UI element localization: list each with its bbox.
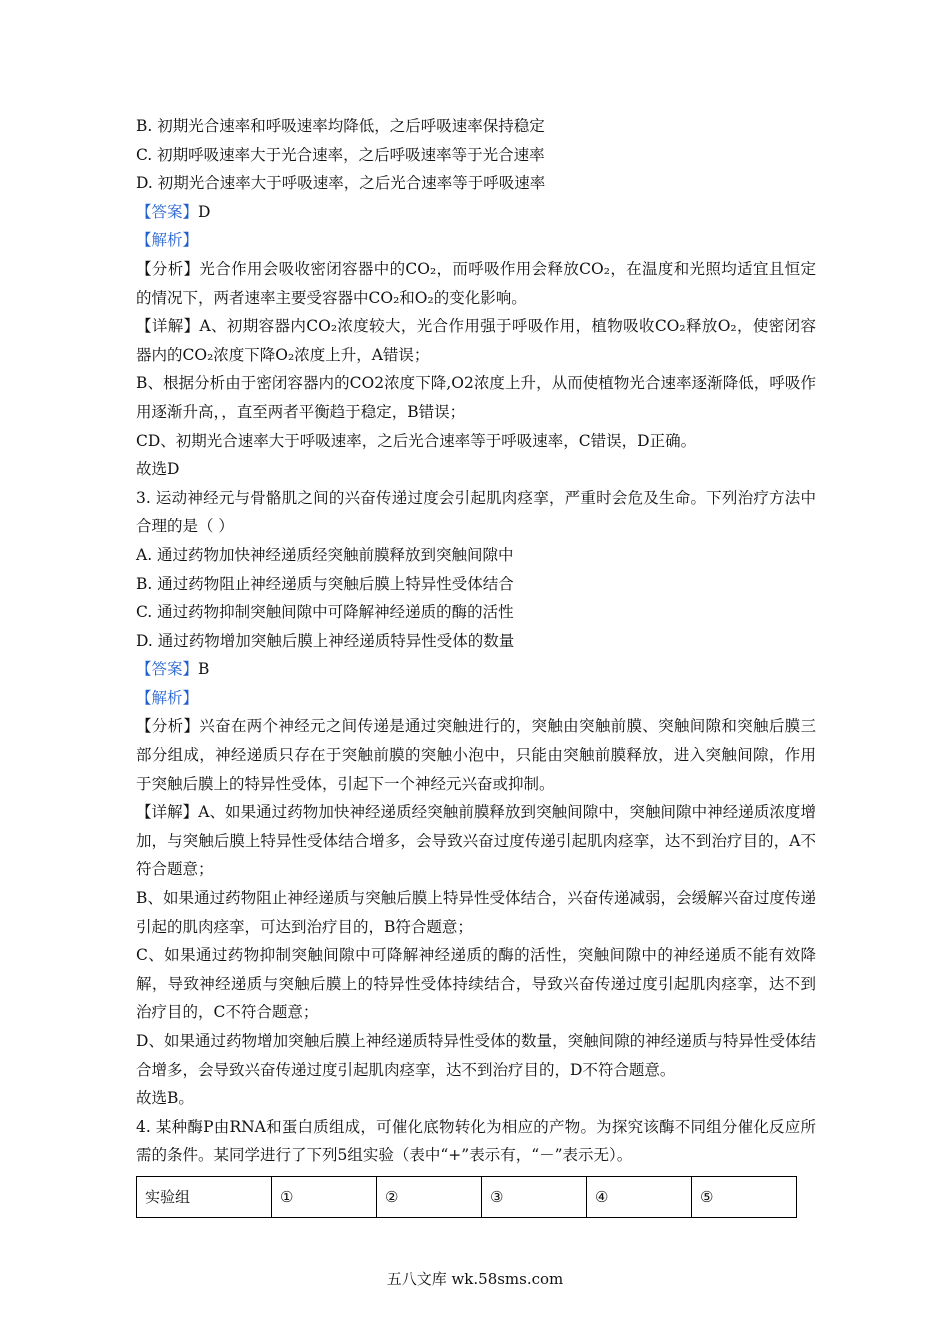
q3-stem: 3. 运动神经元与骨骼肌之间的兴奋传递过度会引起肌肉痉挛，严重时会危及生命。下列治疗方法中合理的是（ ）: [136, 488, 816, 536]
q2-option-b: B. 初期光合速率和呼吸速率均降低，之后呼吸速率保持稳定: [136, 117, 545, 135]
xiangjie-text: A、如果通过药物加快神经递质经突触前膜释放到突触间隙中，突触间隙中神经递质浓度增加，与突触后膜上特异性受体结合增多，会导致兴奋过度传递引起肌肉痉挛，达不到治疗目的，A不符合题意；: [136, 803, 816, 879]
xiangjie-tag: 【详解】: [136, 803, 199, 822]
fenxi-tag: 【分析】: [136, 717, 200, 736]
q2-option-d: D. 初期光合速率大于呼吸速率，之后光合速率等于呼吸速率: [136, 174, 546, 193]
q3-xiangjie-b: B、如果通过药物阻止神经递质与突触后膜上特异性受体结合，兴奋传递减弱，会缓解兴奋过度传递引起的肌肉痉挛，可达到治疗目的，B符合题意；: [136, 889, 816, 936]
q2-xiangjie-cd: CD、初期光合速率大于呼吸速率，之后光合速率等于呼吸速率，C错误，D正确。: [136, 431, 697, 450]
fenxi-text: 兴奋在两个神经元之间传递是通过突触进行的，突触由突触前膜、突触间隙和突触后膜三部分组成，神经递质只存在于突触前膜的突触小泡中，只能由突触前膜释放，进入突触间隙，作用于突触后膜上的特异性受体，引起下一个神经元兴奋或抑制。: [136, 717, 816, 793]
table-cell: 实验组: [137, 1176, 272, 1217]
xiangjie-text: A、初期容器内CO₂浓度较大，光合作用强于呼吸作用，植物吸收CO₂释放O₂，使密闭容器内的CO₂浓度下降O₂浓度上升，A错误；: [136, 317, 816, 364]
q2-xiangjie-a: [136, 312, 816, 369]
experiment-table: [136, 1176, 797, 1218]
q3-option-c: C. 通过药物抑制突触间隙中可降解神经递质的酶的活性: [136, 603, 514, 622]
answer-tag: 【答案】: [136, 202, 199, 221]
q4-stem: 4. 某种酶P由RNA和蛋白质组成，可催化底物转化为相应的产物。为探究该酶不同组分催化反应所需的条件。某同学进行了下列5组实验（表中“+”表示有，“－”表示无）。: [136, 1117, 816, 1165]
fenxi-text: 光合作用会吸收密闭容器中的CO₂，而呼吸作用会释放CO₂，在温度和光照均适宜且恒定的情况下，两者速率主要受容器中CO₂和O₂的变化影响。: [136, 259, 816, 307]
xiangjie-tag: 【详解】: [136, 317, 200, 336]
q3-option-a: A. 通过药物加快神经递质经突触前膜释放到突触间隙中: [136, 545, 514, 564]
q2-xiangjie-b: B、根据分析由于密闭容器内的CO2浓度下降,O2浓度上升，从而使植物光合速率逐渐降低，呼吸作用逐渐升高，，直至两者平衡趋于稳定，B错误；: [136, 374, 816, 421]
q2-fenxi: [136, 255, 816, 312]
answer-value: D: [198, 202, 211, 221]
q2-conclusion: 故选D: [136, 460, 180, 479]
table-cell: ③: [482, 1176, 587, 1217]
q3-analysis-tag: [136, 684, 816, 713]
q2-analysis-tag: [136, 226, 816, 255]
analysis-tag: 【解析】: [136, 231, 199, 250]
q3-fenxi: [136, 712, 816, 798]
page-footer: 五八文库 wk.58sms.com: [386, 1270, 564, 1288]
analysis-tag: 【解析】: [136, 688, 199, 707]
q3-xiangjie-c: C、如果通过药物抑制突触间隙中可降解神经递质的酶的活性，突触间隙中的神经递质不能有效降解，导致神经递质与突触后膜上的特异性受体持续结合，导致兴奋传递过度引起肌肉痉挛，达不到治疗目的，C不符合题意；: [136, 946, 816, 1022]
q3-conclusion: 故选B。: [136, 1089, 194, 1108]
answer-tag: 【答案】: [136, 660, 199, 679]
table-cell: ④: [587, 1176, 692, 1217]
document-content: [136, 112, 816, 1218]
q3-xiangjie-d: D、如果通过药物增加突触后膜上神经递质特异性受体的数量，突触间隙的神经递质与特异性受体结合增多，会导致兴奋传递过度引起肌肉痉挛，达不到治疗目的，D不符合题意。: [136, 1032, 816, 1079]
q2-option-c: C. 初期呼吸速率大于光合速率，之后呼吸速率等于光合速率: [136, 145, 545, 164]
q3-answer: [136, 655, 816, 684]
q3-option-d: D. 通过药物增加突触后膜上神经递质特异性受体的数量: [136, 631, 515, 650]
table-cell: ②: [377, 1176, 482, 1217]
table-cell: ①: [272, 1176, 377, 1217]
q2-answer: [136, 198, 816, 227]
q3-xiangjie-a: [136, 798, 816, 884]
answer-value: B: [198, 660, 210, 679]
q3-option-b: B. 通过药物阻止神经递质与突触后膜上特异性受体结合: [136, 574, 514, 593]
table-cell: ⑤: [692, 1176, 797, 1217]
table-header-row: [137, 1176, 797, 1217]
fenxi-tag: 【分析】: [136, 259, 200, 278]
